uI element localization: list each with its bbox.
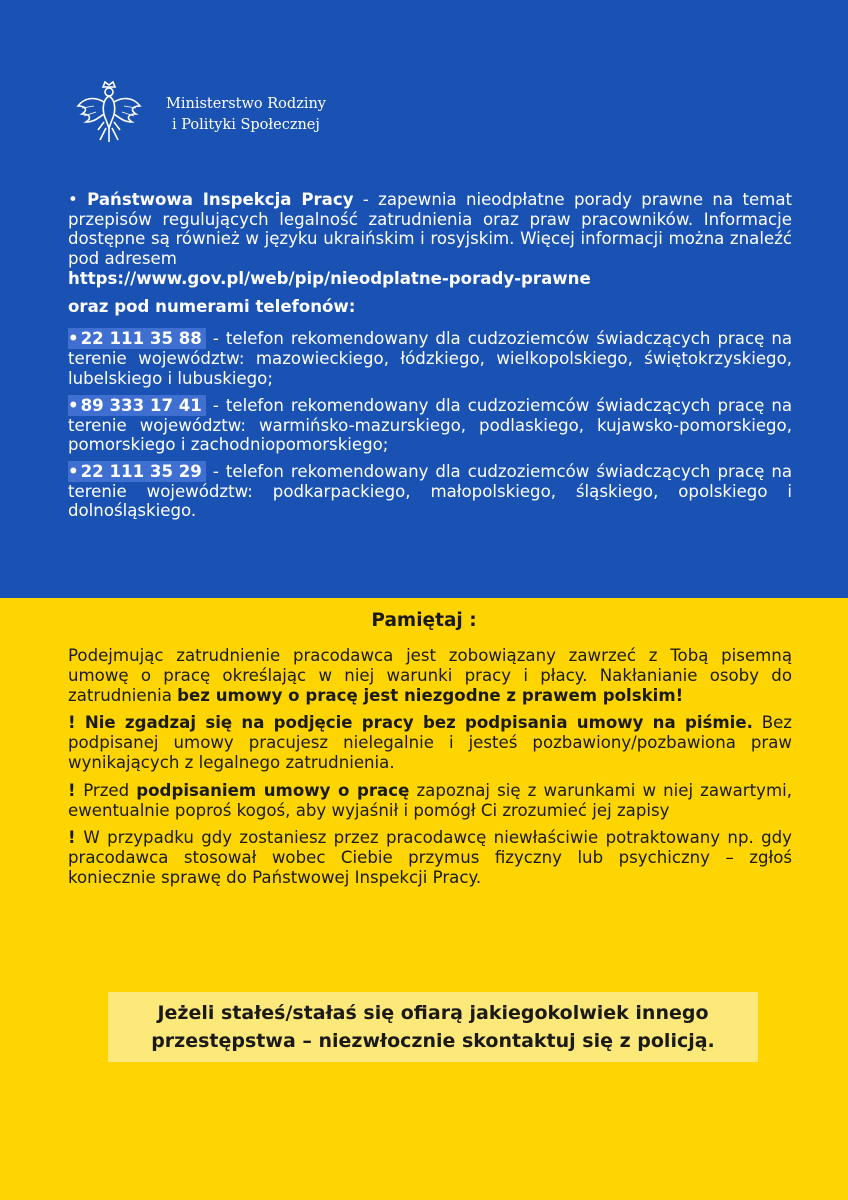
phone-description-2: - telefon rekomendowany dla cudzoziemców świadczących pracę na terenie województw: warmińsko-mazurskiego, podlaskiego, kujawsko-pomorskiego, pomorskiego i zachodniopomorskiego; [68, 395, 792, 455]
yellow-section [0, 598, 848, 1200]
remember-paragraph-4: ! W przypadku gdy zostaniesz przez pracodawcę niewłaściwie potraktowany np. gdy pracodawca stosował wobec Ciebie przymus fizyczny lub psychiczny – zgłoś koniecznie sprawę do Państwowej Inspekcji Pracy. [68, 828, 792, 887]
remember-p1-bold: bez umowy o pracę jest niezgodne z prawem polskim! [177, 685, 684, 705]
blue-section [0, 0, 848, 598]
ministry-name-line2: i Polityki Społecznej [172, 117, 320, 133]
remember-p3-bold: podpisaniem umowy o pracę [136, 780, 410, 800]
remember-paragraph-2: ! Nie zgadzaj się na podjęcie pracy bez podpisania umowy na piśmie. Bez podpisanej umowy pracujesz nielegalnie i jesteś pozbawiony/pozbawiona praw wynikających z legalnego zatrudnienia. [68, 713, 792, 772]
pip-info [68, 190, 792, 521]
polish-eagle-emblem-icon [74, 78, 144, 148]
remember-heading: Pamiętaj : [371, 610, 477, 631]
phone-description-3: - telefon rekomendowany dla cudzoziemców świadczących pracę na terenie województw: podkarpackiego, małopolskiego, śląskiego, opolskiego i dolnośląskiego. [68, 461, 792, 521]
pip-description: - zapewnia nieodpłatne porady prawne na temat przepisów regulujących legalność zatrudnienia oraz praw pracowników. Informacje dostępne są również w języku ukraińskim i rosyjskim. Więcej informacji można znaleźć pod adresem [68, 190, 792, 268]
phone-description-1: - telefon rekomendowany dla cudzoziemców świadczących pracę na terenie województw: mazowieckiego, łódzkiego, wielkopolskiego, świętokrzyskiego, lubelskiego i lubuskiego; [68, 329, 792, 388]
callout-line1: Jeżeli stałeś/stałaś się ofiarą jakiegokolwiek innego [157, 1002, 709, 1024]
bullet: • [68, 190, 78, 209]
remember-paragraph-3: ! Przed podpisaniem umowy o pracę zapoznaj się z warunkami w niej zawartymi, ewentualnie poproś kogoś, aby wyjaśnił i pomógł Ci zrozumieć jej zapisy [68, 780, 792, 820]
pip-name: Państwowa Inspekcja Pracy [87, 190, 354, 209]
pip-url-link[interactable]: https://www.gov.pl/web/pip/nieodplatne-porady-prawne [68, 269, 591, 289]
phone-number-2[interactable]: • 89 333 17 41 [68, 395, 206, 416]
callout-line2: przestępstwa – niezwłocznie skontaktuj się z policją. [151, 1030, 715, 1052]
ministry-logo [74, 78, 374, 148]
phone-item-3 [68, 461, 792, 521]
phone-number-1[interactable]: • 22 111 35 88 [68, 328, 206, 349]
phone-item-2 [68, 395, 792, 455]
phone-number-3[interactable]: • 22 111 35 29 [68, 461, 206, 482]
pip-paragraph [68, 190, 792, 268]
phones-heading: oraz pod numerami telefonów: [68, 297, 356, 317]
remember-content [68, 646, 792, 896]
ministry-name-line1: Ministerstwo Rodziny [166, 96, 326, 112]
remember-p2-bold: ! Nie zgadzaj się na podjęcie pracy bez podpisania umowy na piśmie. [68, 713, 753, 733]
police-callout [108, 992, 758, 1062]
ministry-name [166, 94, 326, 136]
phone-item-1 [68, 328, 792, 388]
remember-paragraph-1: Podejmując zatrudnienie pracodawca jest zobowiązany zawrzeć z Tobą pisemną umowę o pracę określając w niej warunki pracy i płacy. Nakłanianie osoby do zatrudnienia bez umowy o pracę jest niezgodne z prawem polskim! [68, 646, 792, 705]
